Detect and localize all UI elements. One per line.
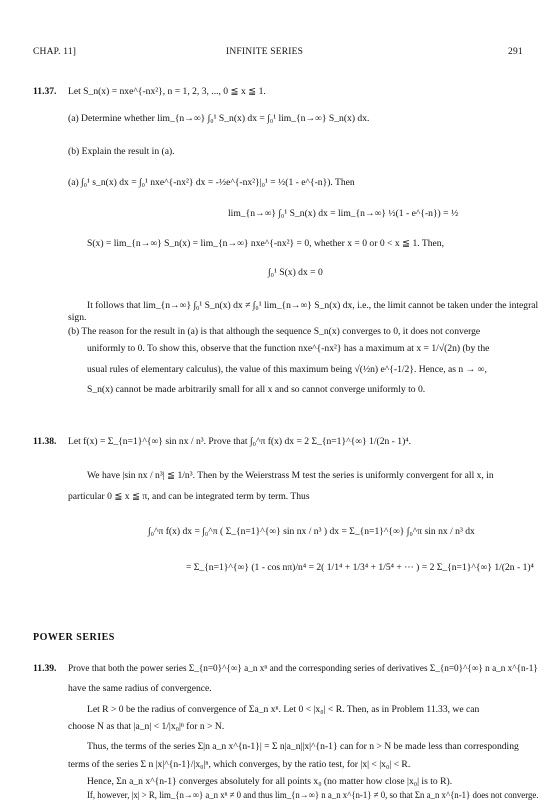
problem-11-38-statement: Let f(x) = Σ_{n=1}^{∞} sin nx / n³. Prove that ∫₀^π f(x) dx = 2 Σ_{n=1}^{∞} 1/(2n - 1)⁴.	[68, 436, 412, 447]
problem-11-37-part-b-question: (b) Explain the result in (a).	[68, 146, 175, 157]
problem-11-37-part-b-solution-line2: uniformly to 0. To show this, observe that the function nxe^{-nx²} has a maximum at x = 1/√(2n) (by the	[87, 343, 490, 354]
problem-11-38-number: 11.38.	[33, 436, 57, 447]
problem-11-37-part-a-question: (a) Determine whether lim_{n→∞} ∫₀¹ S_n(x) dx = ∫₀¹ lim_{n→∞} S_n(x) dx.	[68, 113, 370, 124]
problem-11-37-part-b-solution-line3: usual rules of elementary calculus), the value of this maximum being √(½n) e^{-1/2}. Hence, as n → ∞,	[87, 364, 487, 375]
problem-11-39-solution-line3: Thus, the terms of the series Σ|n a_n x^{n-1}| = Σ n|a_n||x|^{n-1} can for n > N be made less than corresponding	[87, 741, 519, 752]
problem-11-39-solution-line5: Hence, Σn a_n x^{n-1} converges absolutely for all points x₀ (no matter how close |x₀| is to R).	[87, 776, 453, 787]
page-number: 291	[508, 47, 523, 57]
section-heading-power-series: POWER SERIES	[33, 632, 115, 643]
problem-11-39-statement-line1: Prove that both the power series Σ_{n=0}^{∞} a_n xⁿ and the corresponding series of derivatives Σ_{n=0}^{∞} n a_n x^{n-1}	[68, 663, 538, 674]
problem-11-37-part-a-solution-line1: (a) ∫₀¹ s_n(x) dx = ∫₀¹ nxe^{-nx²} dx = -½e^{-nx²}|₀¹ = ½(1 - e^{-n}). Then	[68, 177, 355, 188]
problem-11-37-part-a-solution-line6: sign.	[68, 312, 87, 323]
problem-11-37-part-a-solution-line3: S(x) = lim_{n→∞} S_n(x) = lim_{n→∞} nxe^{-nx²} = 0, whether x = 0 or 0 < x ≦ 1. Then,	[87, 238, 444, 249]
problem-11-39-number: 11.39.	[33, 663, 57, 674]
problem-11-37-statement: Let S_n(x) = nxe^{-nx²}, n = 1, 2, 3, ..., 0 ≦ x ≦ 1.	[68, 86, 266, 97]
problem-11-38-equation-line1: ∫₀^π f(x) dx = ∫₀^π ( Σ_{n=1}^{∞} sin nx / n³ ) dx = Σ_{n=1}^{∞} ∫₀^π sin nx / n³ dx	[148, 526, 475, 537]
problem-11-38-solution-line2: particular 0 ≦ x ≦ π, and can be integrated term by term. Thus	[68, 491, 310, 502]
chapter-label: CHAP. 11]	[33, 47, 77, 57]
running-title: INFINITE SERIES	[226, 47, 304, 57]
problem-11-38-equation-line2: = Σ_{n=1}^{∞} (1 - cos nπ)/n⁴ = 2( 1/1⁴ + 1/3⁴ + 1/5⁴ + ··· ) = 2 Σ_{n=1}^{∞} 1/(2n - 1)⁴	[186, 562, 534, 573]
problem-11-39-solution-line6: If, however, |x| > R, lim_{n→∞} a_n xⁿ ≠ 0 and thus lim_{n→∞} n a_n x^{n-1} ≠ 0, so that Σn a_n x^{n-1} does not converge.	[87, 790, 539, 801]
problem-11-37-part-b-solution-line4: S_n(x) cannot be made arbitrarily small for all x and so cannot converge uniformly to 0.	[87, 384, 426, 395]
problem-11-37-part-b-solution-line1: (b) The reason for the result in (a) is that although the sequence S_n(x) converges to 0, it does not converge	[68, 326, 481, 337]
problem-11-37-number: 11.37.	[33, 86, 57, 97]
problem-11-37-part-a-solution-line5: It follows that lim_{n→∞} ∫₀¹ S_n(x) dx ≠ ∫₀¹ lim_{n→∞} S_n(x) dx, i.e., the limit cannot be taken under the integral	[87, 300, 539, 311]
problem-11-37-part-a-solution-line4: ∫₀¹ S(x) dx = 0	[268, 267, 323, 278]
problem-11-37-part-a-solution-line2: lim_{n→∞} ∫₀¹ S_n(x) dx = lim_{n→∞} ½(1 - e^{-n}) = ½	[228, 208, 459, 219]
problem-11-39-solution-line4: terms of the series Σ n |x|^{n-1}/|x₀|ⁿ, which converges, by the ratio test, for |x| < |x₀| < R.	[68, 759, 411, 770]
problem-11-38-solution-line1: We have |sin nx / n³| ≦ 1/n³. Then by the Weierstrass M test the series is uniformly convergent for all x, in	[87, 470, 494, 481]
problem-11-39-solution-line1: Let R > 0 be the radius of convergence of Σa_n xⁿ. Let 0 < |x₀| < R. Then, as in Problem 11.33, we can	[87, 704, 480, 715]
problem-11-39-statement-line2: have the same radius of convergence.	[68, 683, 212, 694]
problem-11-39-solution-line2: choose N as that |a_n| < 1/|x₀|ⁿ for n > N.	[68, 721, 225, 732]
